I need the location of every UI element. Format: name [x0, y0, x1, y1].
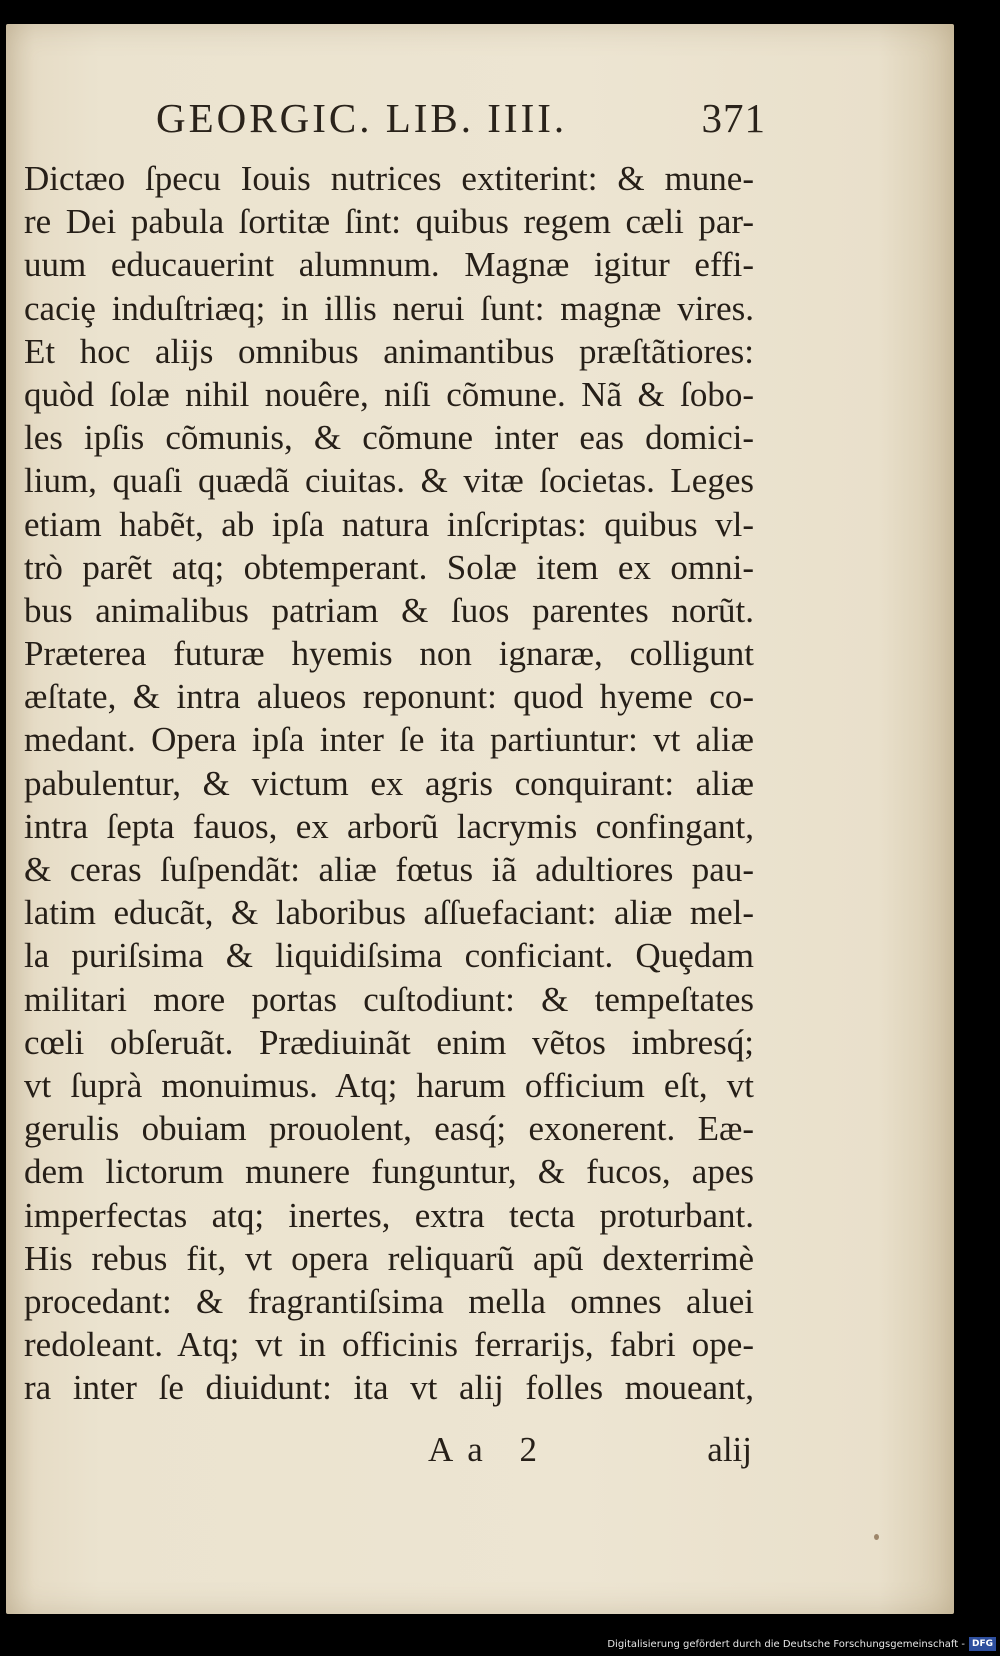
text-line: pabulentur, & victum ex agris conquirant: aliæ: [24, 763, 754, 803]
signature-mark: Aa 2: [428, 1430, 552, 1469]
text-line: cœli obſeruãt. Prædiuinãt enim vẽtos imbresq́;: [24, 1022, 754, 1062]
body-text: [24, 157, 754, 1409]
running-title: GEORGIC. LIB. IIII.: [156, 95, 568, 141]
text-line: æſtate, & intra alueos reponunt: quod hyeme co-: [24, 677, 754, 717]
catchword: alij: [707, 1430, 752, 1469]
text-line: latim educãt, & laboribus aſſuefaciant: aliæ mel-: [24, 893, 754, 933]
text-line: vt ſuprà monuimus. Atq; harum officium eſt, vt: [24, 1065, 754, 1105]
text-line: redoleant. Atq; vt in officinis ferrarijs, fabri ope-: [24, 1325, 754, 1365]
text-line: & ceras ſuſpendãt: aliæ fœtus iã adultiores pau-: [24, 850, 754, 889]
text-line: quòd ſolæ nihil nouêre, niſi cõmune. Nã & ſobo-: [24, 374, 754, 414]
text-line: intra ſepta fauos, ex arborũ lacrymis confingant,: [24, 806, 754, 846]
text-line: etiam habẽt, ab ipſa natura inſcriptas: quibus vl-: [24, 504, 754, 544]
page-number: 371: [701, 95, 766, 141]
page-footer: [428, 1430, 752, 1480]
book-page: [6, 24, 954, 1614]
text-line: uum educauerint alumnum. Magnæ igitur effi-: [24, 245, 754, 285]
text-line: Præterea futuræ hyemis non ignaræ, colligunt: [24, 634, 754, 674]
dfg-logo-icon: DFG: [969, 1637, 996, 1651]
text-line: les ipſis cõmunis, & cõmune inter eas domici-: [24, 418, 754, 458]
text-line: re Dei pabula ſortitæ ſint: quibus regem cæli par-: [24, 202, 754, 242]
text-line: caciȩ induſtriæq; in illis nerui ſunt: magnæ vires.: [24, 288, 754, 328]
text-line: Dictæo ſpecu Iouis nutrices extiterint: & mune-: [24, 159, 754, 198]
text-line: Et hoc alijs omnibus animantibus præſtãtiores:: [24, 331, 754, 371]
text-line: gerulis obuiam prouolent, easq́; exonerent. Eæ-: [24, 1109, 754, 1149]
text-line: trò parẽt atq; obtemperant. Solæ item ex omni-: [24, 547, 754, 587]
paper-speck: [874, 1534, 879, 1540]
digitization-credit: [607, 1636, 996, 1652]
text-line: procedant: & fragrantiſsima mella omnes aluei: [24, 1281, 754, 1321]
text-line: ra inter ſe diuidunt: ita vt alij folles moueant,: [24, 1368, 754, 1408]
text-line: bus animalibus patriam & ſuos parentes norũt.: [24, 590, 754, 630]
text-line: militari more portas cuſtodiunt: & tempeſtates: [24, 979, 754, 1019]
page-header: [156, 94, 766, 154]
credit-text: Digitalisierung gefördert durch die Deutsche Forschungsgemeinschaft -: [607, 1638, 965, 1650]
text-line: imperfectas atq; inertes, extra tecta proturbant.: [24, 1195, 754, 1235]
text-line: His rebus fit, vt opera reliquarũ apũ dexterrimè: [24, 1238, 754, 1278]
text-line: dem lictorum munere funguntur, & fucos, apes: [24, 1152, 754, 1192]
text-line: la puriſsima & liquidiſsima conficiant. Quȩdam: [24, 936, 754, 976]
text-line: medant. Opera ipſa inter ſe ita partiuntur: vt aliæ: [24, 720, 754, 760]
text-line: lium, quaſi quædã ciuitas. & vitæ ſocietas. Leges: [24, 461, 754, 501]
